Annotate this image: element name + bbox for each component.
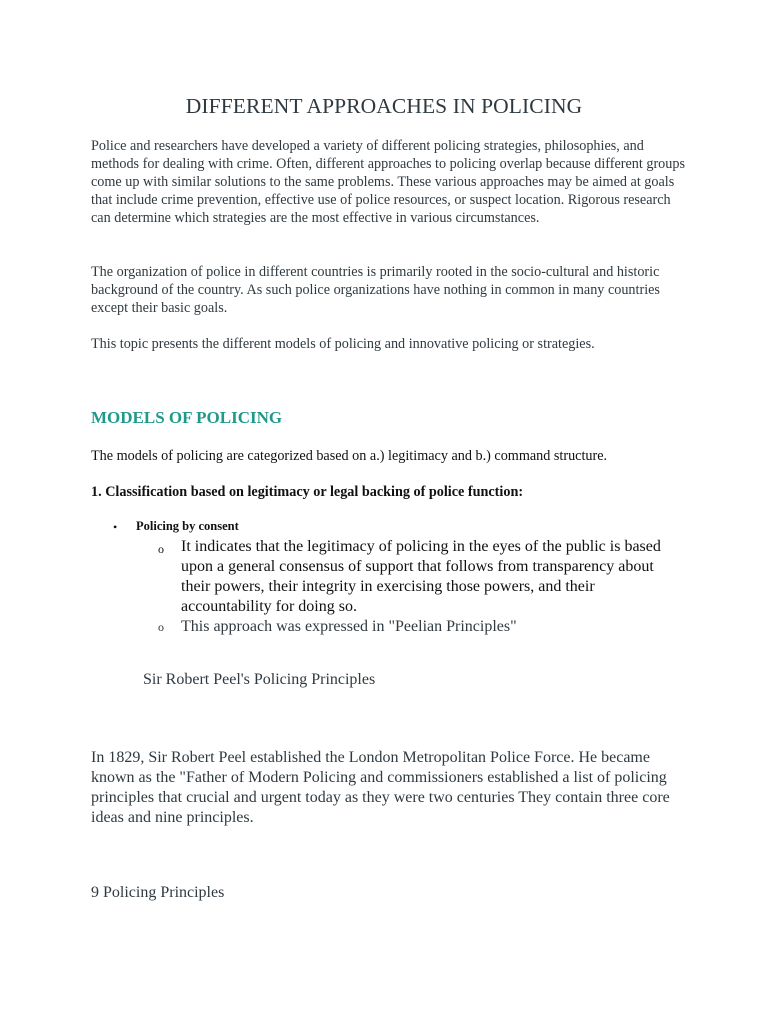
nine-principles-heading: 9 Policing Principles xyxy=(91,884,225,901)
intro-paragraph-1: Police and researchers have developed a variety of different policing strategies, philosophies, and methods for dealing with crime. Often, different approaches to policing overlap because different groups come up with similar solutions to the same problems. These various approaches may be aimed at goals that include crime prevention, effective use of police resources, or suspect location. Rigorous research can determine which strategies are the most effective in various circumstances. xyxy=(91,138,685,226)
page-title: DIFFERENT APPROACHES IN POLICING xyxy=(185,94,583,118)
bullet-label-policing-by-consent: Policing by consent xyxy=(136,519,239,533)
intro-paragraph-3: This topic presents the different models of policing and innovative policing or strategies. xyxy=(91,336,595,352)
peel-principles-heading: Sir Robert Peel's Policing Principles xyxy=(143,671,376,688)
classification-heading: 1. Classification based on legitimacy or legal backing of police function: xyxy=(91,484,524,500)
bullet-marker: • xyxy=(113,520,118,534)
sub-bullet-marker: o xyxy=(158,542,164,556)
sub-bullet-marker: o xyxy=(158,620,164,634)
sub-bullet-peelian: This approach was expressed in "Peelian Principles" xyxy=(181,618,517,635)
section-heading-models: MODELS OF POLICING xyxy=(91,408,283,427)
models-intro: The models of policing are categorized based on a.) legitimacy and b.) command structure. xyxy=(91,448,608,464)
intro-paragraph-2: The organization of police in different countries is primarily rooted in the socio-cultural and historic background of the country. As such police organizations have nothing in common in many countries except their basic goals. xyxy=(91,264,660,316)
sub-bullet-legitimacy: It indicates that the legitimacy of policing in the eyes of the public is based upon a general consensus of support that follows from transparency about their powers, their integrity in exercising those powers, and their accountability for doing so. xyxy=(181,538,661,615)
peel-paragraph: In 1829, Sir Robert Peel established the London Metropolitan Police Force. He became known as the "Father of Modern Policing and commissioners established a list of policing principles that crucial and urgent today as they were two centuries They contain three core ideas and nine principles. xyxy=(91,749,670,826)
